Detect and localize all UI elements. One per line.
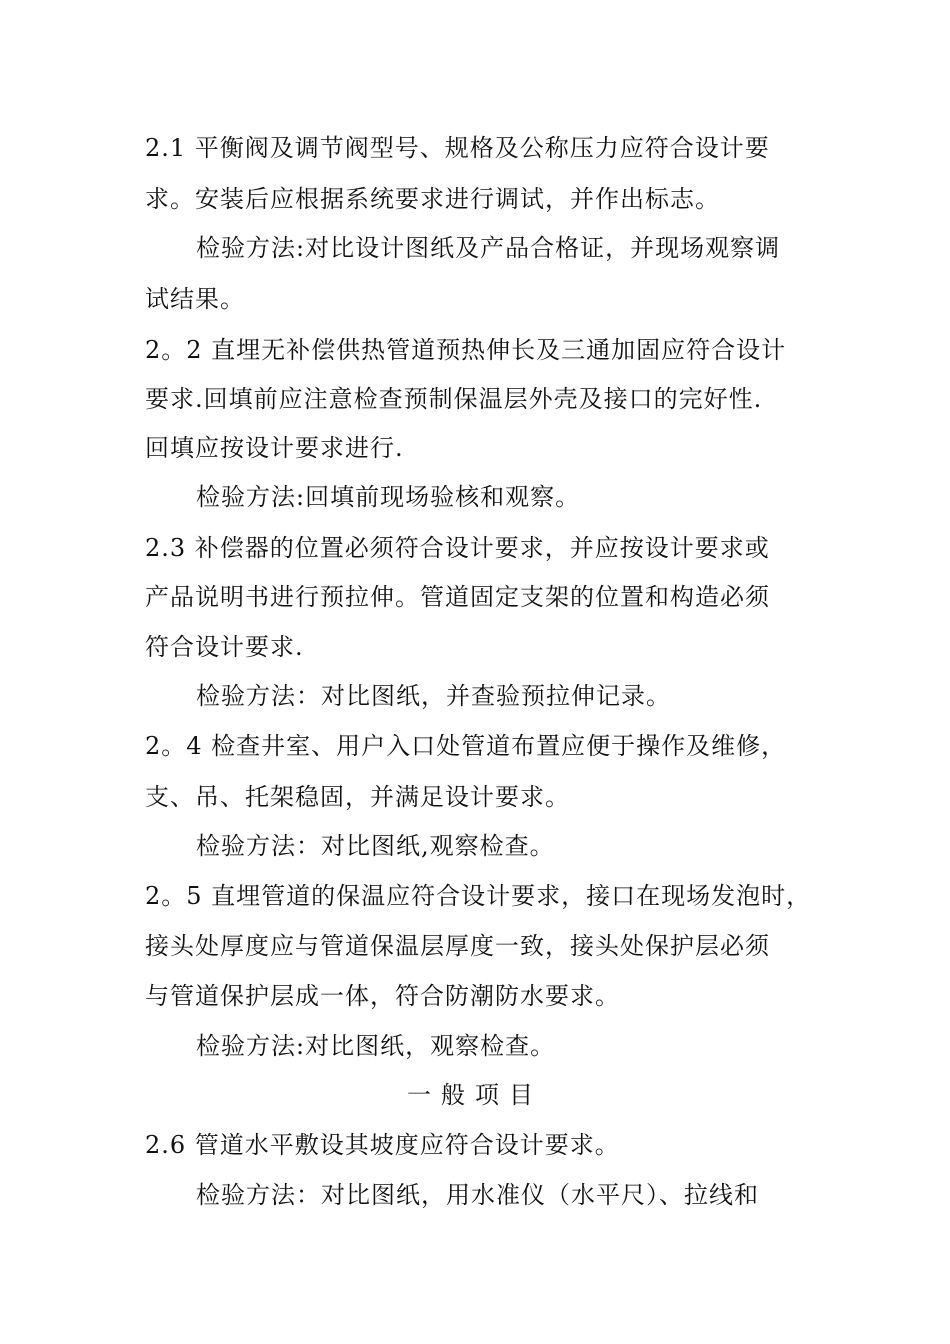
clause-2-5-line-3: 与管道保护层成一体，符合防潮防水要求。	[145, 982, 620, 1010]
clause-2-6-line-1: 2.6 管道水平敷设其坡度应符合设计要求。	[145, 1131, 620, 1159]
clause-2-1-line-1: 2.1 平衡阀及调节阀型号、规格及公称压力应符合设计要	[145, 134, 770, 162]
clause-2-3-method: 检验方法：对比图纸，并查验预拉伸记录。	[196, 682, 671, 710]
clause-2-2-method: 检验方法:回填前现场验核和观察。	[196, 483, 581, 511]
clause-2-2-line-3: 回填应按设计要求进行.	[145, 434, 404, 462]
clause-2-5-method: 检验方法:对比图纸，观察检查。	[196, 1032, 556, 1060]
clause-2-3-line-2: 产品说明书进行预拉伸。管道固定支架的位置和构造必须	[145, 583, 770, 611]
clause-2-4-line-1: 2。4 检查井室、用户入口处管道布置应便于操作及维修，	[145, 732, 787, 760]
clause-2-6-method: 检验方法：对比图纸，用水准仪（水平尺）、拉线和	[196, 1181, 759, 1209]
clause-2-3-line-3: 符合设计要求.	[145, 633, 304, 661]
clause-2-3-line-1: 2.3 补偿器的位置必须符合设计要求，并应按设计要求或	[145, 534, 770, 562]
clause-2-1-method-line-2: 试结果。	[145, 285, 245, 313]
clause-2-4-method: 检验方法：对比图纸,观察检查。	[196, 832, 555, 860]
clause-2-5-line-1: 2。5 直埋管道的保温应符合设计要求，接口在现场发泡时，	[145, 882, 812, 910]
section-heading-general-items: 一般项目	[407, 1081, 543, 1109]
clause-2-4-line-2: 支、吊、托架稳固，并满足设计要求。	[145, 783, 570, 811]
clause-2-2-line-2: 要求.回填前应注意检查预制保温层外壳及接口的完好性.	[145, 385, 763, 413]
clause-2-5-line-2: 接头处厚度应与管道保温层厚度一致，接头处保护层必须	[145, 932, 770, 960]
clause-2-1-line-2: 求。安装后应根据系统要求进行调试，并作出标志。	[145, 185, 720, 213]
clause-2-1-method-line-1: 检验方法:对比设计图纸及产品合格证，并现场观察调	[196, 234, 781, 262]
clause-2-2-line-1: 2。2 直埋无补偿供热管道预热伸长及三通加固应符合设计	[145, 336, 787, 364]
